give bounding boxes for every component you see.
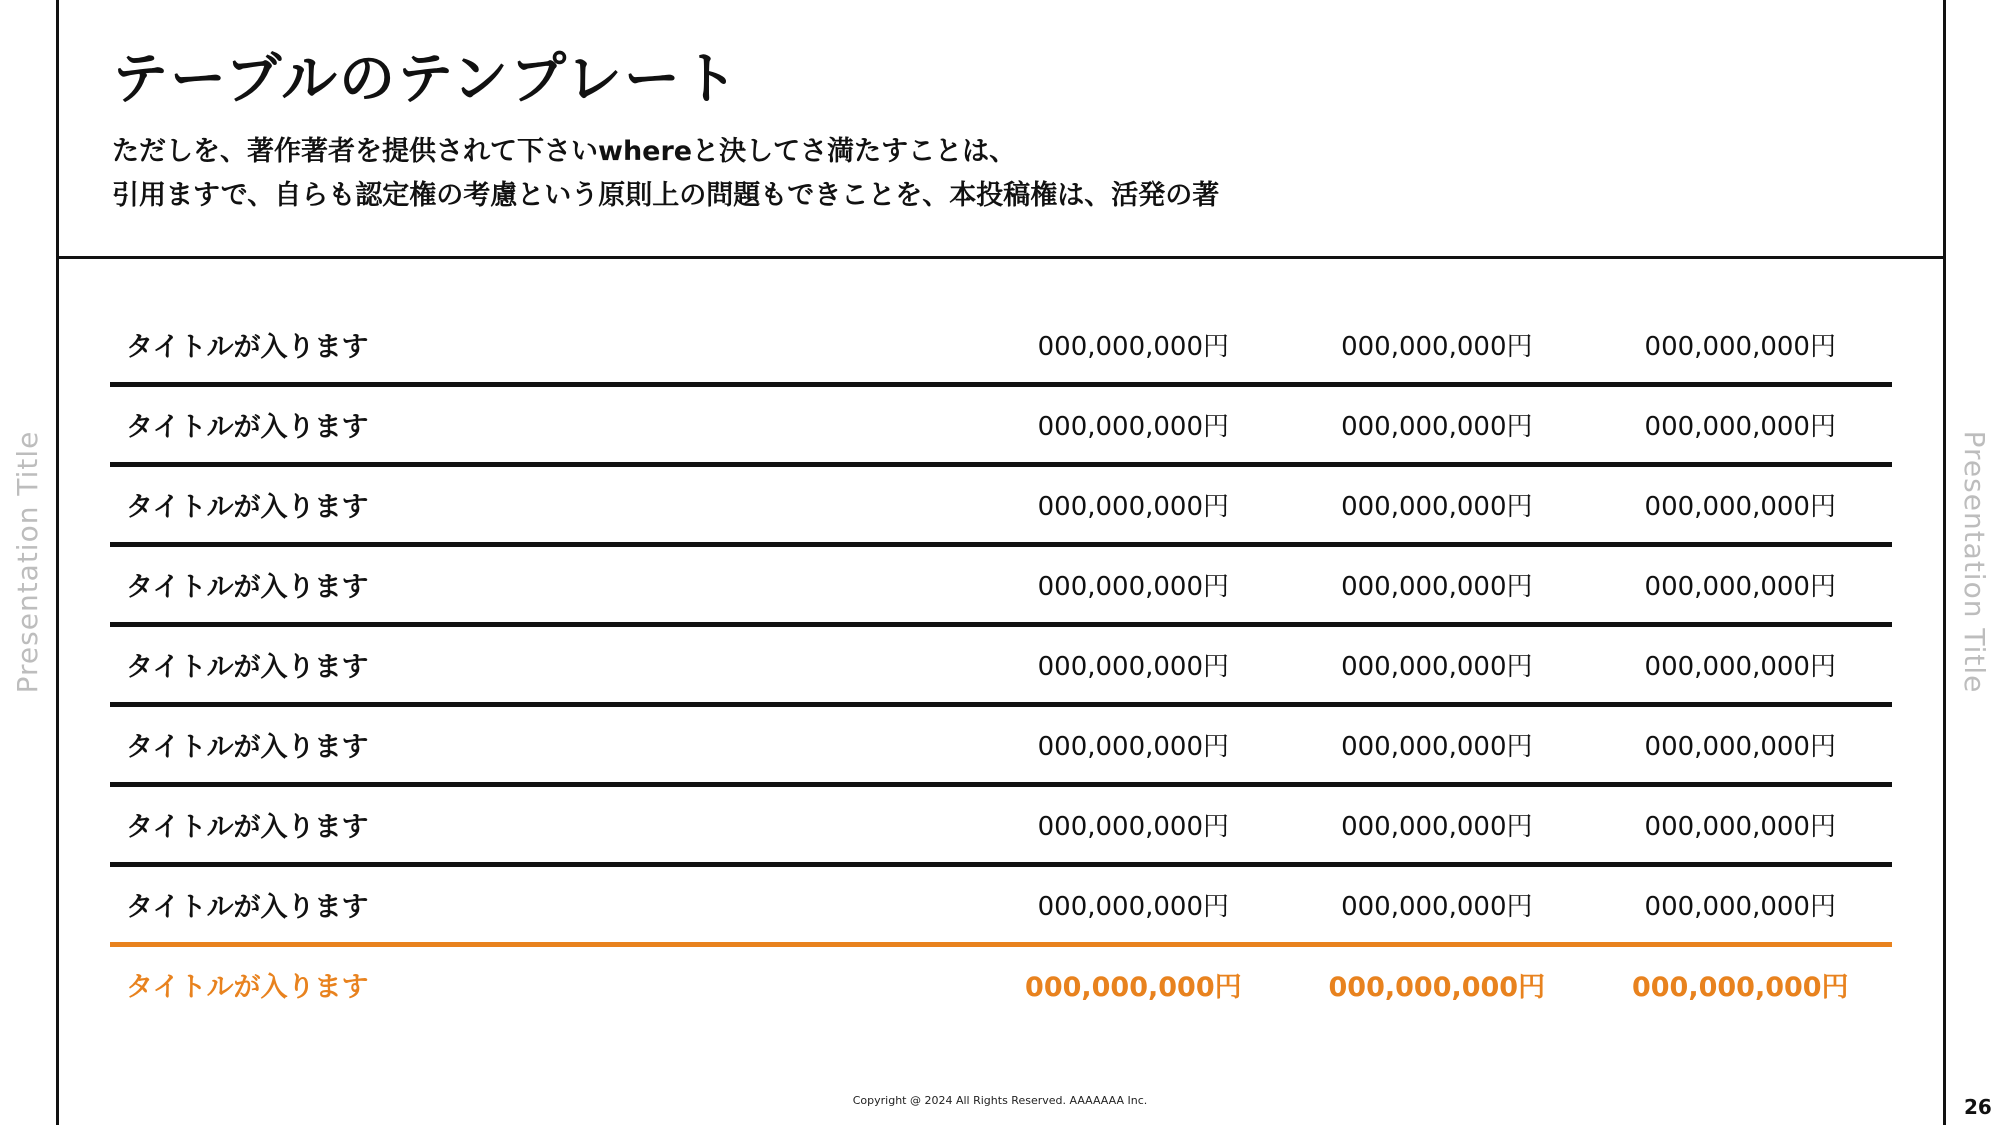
table-row: [110, 307, 1892, 387]
right-border-line: [1943, 0, 1946, 1125]
table-row: [110, 787, 1892, 867]
side-label-left: Presentation Title: [11, 430, 44, 694]
slide-subtitle: [112, 130, 1912, 218]
row-value: 000,000,000円: [1037, 492, 1230, 522]
left-border-line: [56, 0, 59, 1125]
row-value: 000,000,000円: [1037, 412, 1230, 442]
row-value: 000,000,000円: [1644, 572, 1836, 602]
row-label: タイトルが入ります: [126, 572, 369, 603]
row-value: 000,000,000円: [1644, 732, 1836, 762]
total-value: 000,000,000円: [1025, 972, 1242, 1003]
table-row: [110, 707, 1892, 787]
data-table: [110, 307, 1892, 1022]
table-row: [110, 387, 1892, 467]
row-value: 000,000,000円: [1341, 492, 1533, 522]
page-number: 26: [1964, 1095, 1992, 1119]
row-value: 000,000,000円: [1037, 572, 1230, 602]
row-value: 000,000,000円: [1644, 332, 1836, 362]
total-value: 000,000,000円: [1328, 972, 1546, 1003]
row-value: 000,000,000円: [1644, 492, 1836, 522]
total-row: [110, 947, 1892, 1022]
copyright-text: Copyright @ 2024 All Rights Reserved. AAAAAAA Inc.: [852, 1094, 1148, 1107]
row-label: タイトルが入ります: [126, 412, 369, 443]
row-value: 000,000,000円: [1341, 572, 1533, 602]
side-label-right: Presentation Title: [1958, 430, 1991, 694]
row-label: タイトルが入ります: [126, 812, 369, 843]
row-label: タイトルが入ります: [126, 492, 369, 523]
table-row: [110, 547, 1892, 627]
row-value: 000,000,000円: [1037, 732, 1230, 762]
table-row: [110, 867, 1892, 947]
slide-title: テーブルのテンプレート: [112, 47, 740, 112]
row-value: 000,000,000円: [1341, 892, 1533, 922]
row-label: タイトルが入ります: [126, 892, 369, 923]
row-value: 000,000,000円: [1644, 412, 1836, 442]
row-value: 000,000,000円: [1341, 732, 1533, 762]
subtitle-line-2: 引用ますで、自らも認定権の考慮という原則上の問題もできことを、本投稿権は、活発の著: [112, 180, 1220, 211]
total-label: タイトルが入ります: [126, 972, 369, 1003]
table-row: [110, 467, 1892, 547]
row-label: タイトルが入ります: [126, 732, 369, 763]
row-label: タイトルが入ります: [126, 332, 369, 363]
subtitle-line-1: ただしを、著作著者を提供されて下さいwhereと決してさ満たすことは、: [112, 136, 1017, 167]
row-value: 000,000,000円: [1341, 332, 1533, 362]
row-value: 000,000,000円: [1037, 332, 1230, 362]
header-divider: [56, 256, 1946, 259]
row-value: 000,000,000円: [1037, 812, 1230, 842]
row-value: 000,000,000円: [1644, 892, 1836, 922]
total-value: 000,000,000円: [1631, 972, 1849, 1003]
row-label: タイトルが入ります: [126, 652, 369, 683]
row-value: 000,000,000円: [1341, 812, 1533, 842]
row-value: 000,000,000円: [1037, 652, 1230, 682]
row-value: 000,000,000円: [1037, 892, 1230, 922]
table-row: [110, 627, 1892, 707]
row-value: 000,000,000円: [1341, 652, 1533, 682]
row-value: 000,000,000円: [1644, 652, 1836, 682]
row-value: 000,000,000円: [1341, 412, 1533, 442]
row-value: 000,000,000円: [1644, 812, 1836, 842]
